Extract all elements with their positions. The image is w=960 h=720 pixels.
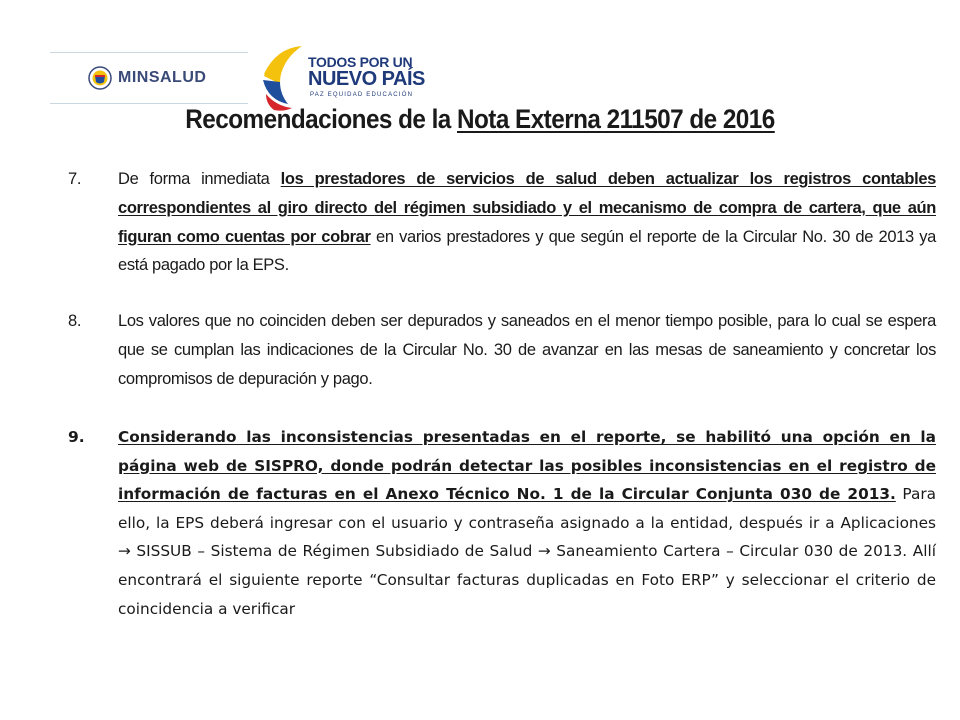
item-number: 8. <box>68 312 82 330</box>
title-prefix: Recomendaciones de la <box>185 104 457 134</box>
item-text-emphasis: los prestadores de servicios de salud deben actualizar los registros contables correspondientes al giro directo del régimen subsidiado y el mecanismo de compra de cartera, que aún figuran como cuentas por cobrar <box>118 170 936 246</box>
item-text-tail: Para ello, la EPS deberá ingresar con el usuario y contraseña asignado a la entidad, después ir a Aplicaciones → SISSUB – Sistema de Régimen Subsidiado de Salud → Saneamiento Cartera – Circular 030 de 2013. Allí encontrará el siguiente reporte “Consultar facturas duplicadas en Foto ERP” y seleccionar el criterio de coincidencia a verificar <box>118 485 936 618</box>
tpp-tagline: PAZ EQUIDAD EDUCACIÓN <box>310 92 414 98</box>
minsalud-logo <box>50 52 248 104</box>
item-text <box>118 165 936 280</box>
item-text-lead: De forma inmediata <box>118 170 281 188</box>
item-text-emphasis: Considerando las inconsistencias presentadas en el reporte, se habilitó una opción en la página web de SISPRO, donde podrán detectar las posibles inconsistencias en el registro de información de facturas en el Anexo Técnico No. 1 de la Circular Conjunta 030 de 2013. <box>118 428 936 504</box>
minsalud-wordmark: MINSALUD <box>118 69 207 86</box>
coat-of-arms-icon <box>88 66 112 90</box>
item-text <box>118 423 936 623</box>
title-underlined: Nota Externa 211507 de 2016 <box>456 104 775 134</box>
tpp-line-1: TODOS POR UN <box>308 54 413 70</box>
list-item-8 <box>68 307 936 393</box>
tpp-line-2: NUEVO PAÍS <box>308 68 425 90</box>
item-number: 7. <box>68 170 82 188</box>
page-title <box>48 104 912 135</box>
flag-swoosh-icon <box>258 44 306 112</box>
item-text: Los valores que no coinciden deben ser depurados y saneados en el menor tiempo posible, para lo cual se espera que se cumplan las indicaciones de la Circular No. 30 de avanzar en las mesas de saneamiento y concretar los compromisos de depuración y pago. <box>118 312 936 388</box>
item-text-tail: en varios prestadores y que según el reporte de la Circular No. 30 de 2013 ya está pagado por la EPS. <box>118 227 936 275</box>
list-item-9 <box>68 423 936 623</box>
list-item-7 <box>68 165 936 280</box>
item-number: 9. <box>68 428 85 446</box>
